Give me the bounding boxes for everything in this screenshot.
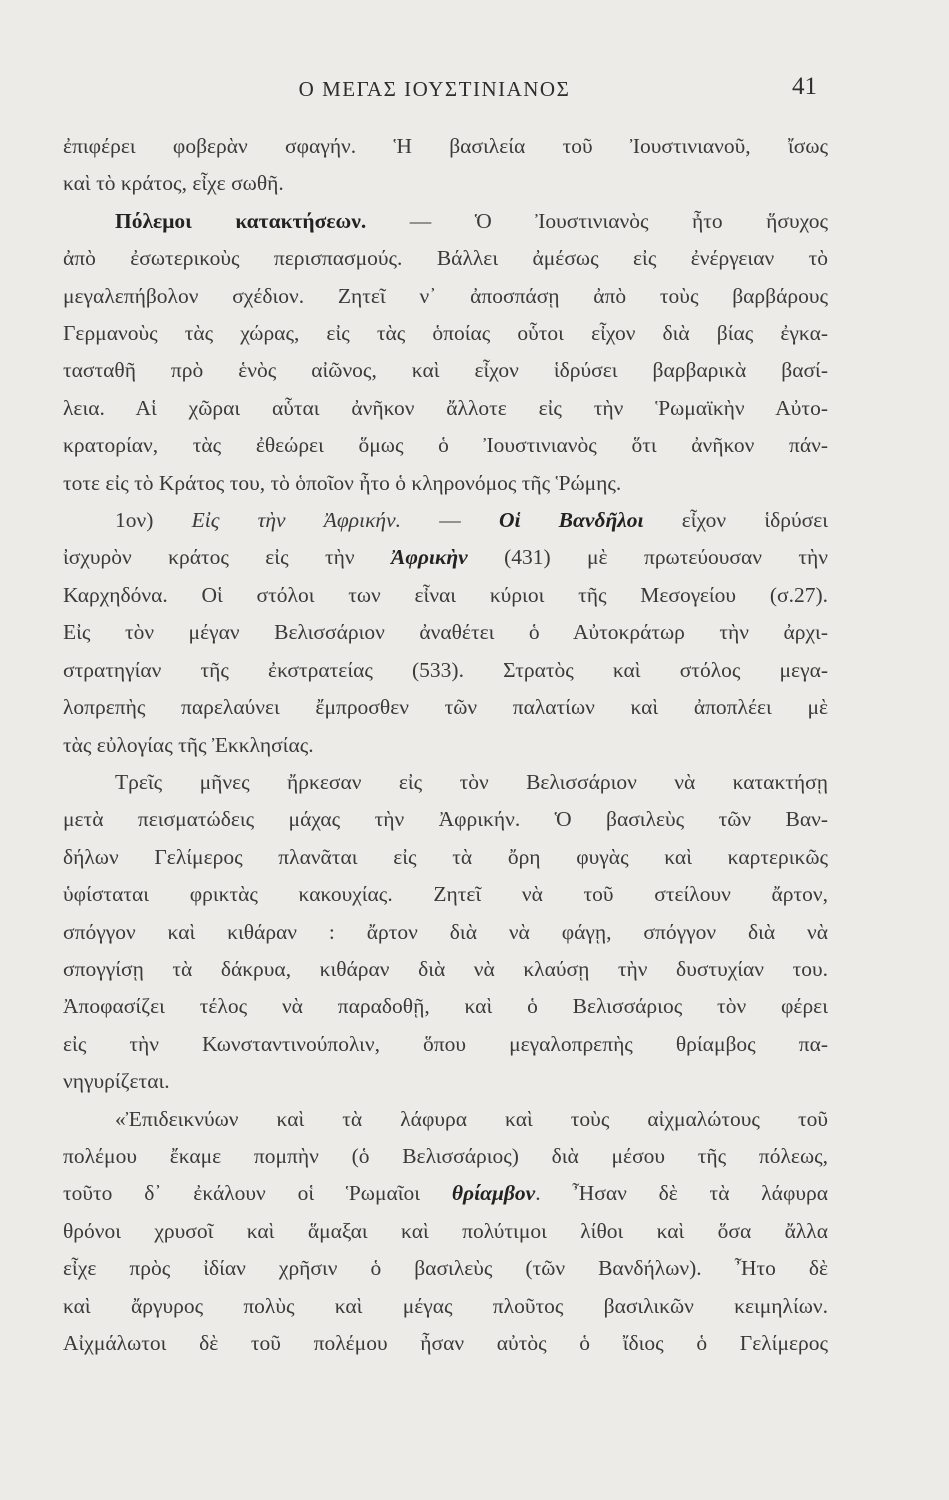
text-line: Τρεῖς μῆνες ἤρκεσαν εἰς τὸν Βελισσάριον νὰ κατακτήσῃ <box>115 769 828 794</box>
subsection-number: 1ον) <box>115 508 192 533</box>
text-line: καὶ ἄργυρος πολὺς καὶ μέγας πλοῦτος βασιλικῶν κειμηλίων. <box>63 1293 828 1318</box>
subsection-heading: Εἰς τὴν Ἀφρικήν. <box>191 508 402 533</box>
text-line: εἶχε πρὸς ἰδίαν χρῆσιν ὁ βασιλεὺς (τῶν Βανδήλων). Ἦτο δὲ <box>63 1256 828 1281</box>
text-line: Εἰς τὸν μέγαν Βελισσάριον ἀναθέτει ὁ Αὐτοκράτωρ τὴν ἀρχι- <box>63 620 828 645</box>
page-header <box>52 73 817 107</box>
text-line: κρατορίαν, τὰς ἐθεώρει ὅμως ὁ Ἰουστινιανὸς ὅτι ἀνῆκον πάν- <box>63 433 828 458</box>
text-line: σπόγγον καὶ κιθάραν : ἄρτον διὰ νὰ φάγῃ, σπόγγον διὰ νὰ <box>63 919 828 944</box>
text-line <box>63 539 828 576</box>
text-line: Καρχηδόνα. Οἱ στόλοι των εἶναι κύριοι τῆς Μεσογείου (σ.27). <box>63 582 828 607</box>
text-line: λεια. Αἱ χῶραι αὗται ἀνῆκον ἄλλοτε εἰς τὴν Ῥωμαϊκὴν Αὐτο- <box>63 395 828 420</box>
text-line: καὶ τὸ κράτος, εἶχε σωθῆ. <box>63 171 284 196</box>
text-line: δήλων Γελίμερος πλανᾶται εἰς τὰ ὄρη φυγὰς καὶ καρτερικῶς <box>63 844 828 869</box>
text-line: τοτε εἰς τὸ Κράτος του, τὸ ὁποῖον ἦτο ὁ κληρονόμος τῆς Ῥώμης. <box>63 470 622 495</box>
body-text <box>63 128 828 1362</box>
text-fragment: . Ἦσαν δὲ τὰ λάφυρα <box>535 1181 828 1206</box>
text-line: μετὰ πεισματώδεις μάχας τὴν Ἀφρικήν. Ὁ βασιλεὺς τῶν Βαν- <box>63 807 828 832</box>
page-number: 41 <box>792 73 817 100</box>
text-line <box>63 502 828 539</box>
text-fragment: — <box>401 508 499 533</box>
text-line <box>63 1175 828 1212</box>
emphasis-text: Ἀφρικὴν <box>390 545 468 570</box>
text-fragment: τοῦτο δ᾽ ἐκάλουν οἱ Ῥωμαῖοι <box>63 1181 452 1206</box>
text-fragment: (431) μὲ πρωτεύουσαν τὴν <box>467 545 828 570</box>
text-fragment: — Ὁ Ἰουστινιανὸς ἦτο ἥσυχος <box>366 208 828 233</box>
text-line: ὑφίσταται φρικτὰς κακουχίας. Ζητεῖ νὰ τοῦ στείλουν ἄρτον, <box>63 882 828 907</box>
text-line: νηγυρίζεται. <box>63 1069 170 1094</box>
text-line: στρατηγίαν τῆς ἐκστρατείας (533). Στρατὸς καὶ στόλος μεγα- <box>63 657 828 682</box>
text-line: τασταθῆ πρὸ ἑνὸς αἰῶνος, καὶ εἶχον ἱδρύσει βαρβαρικὰ βασί- <box>63 358 828 383</box>
text-line: «Ἐπιδεικνύων καὶ τὰ λάφυρα καὶ τοὺς αἰχμαλώτους τοῦ <box>115 1106 828 1131</box>
text-line: λοπρεπὴς παρελαύνει ἔμπροσθεν τῶν παλατίων καὶ ἀποπλέει μὲ <box>63 695 828 720</box>
text-line: Ἀποφασίζει τέλος νὰ παραδοθῇ, καὶ ὁ Βελισσάριος τὸν φέρει <box>63 994 828 1019</box>
text-line: τὰς εὐλογίας τῆς Ἐκκλησίας. <box>63 732 314 757</box>
text-line: Αἰχμάλωτοι δὲ τοῦ πολέμου ἦσαν αὐτὸς ὁ ἴδιος ὁ Γελίμερος <box>63 1331 828 1355</box>
running-title: Ο ΜΕΓΑΣ ΙΟΥΣΤΙΝΙΑΝΟΣ <box>298 77 571 101</box>
text-line: θρόνοι χρυσοῖ καὶ ἅμαξαι καὶ πολύτιμοι λίθοι καὶ ὅσα ἄλλα <box>63 1218 828 1243</box>
text-line: σπογγίσῃ τὰ δάκρυα, κιθάραν διὰ νὰ κλαύσῃ τὴν δυστυχίαν του. <box>63 956 828 981</box>
text-line: Γερμανοὺς τὰς χώρας, εἰς τὰς ὁποίας οὗτοι εἶχον διὰ βίας ἐγκα- <box>63 321 828 346</box>
text-fragment: εἶχον ἱδρύσει <box>643 508 829 533</box>
text-line: ἀπὸ ἐσωτερικοὺς περισπασμούς. Βάλλει ἀμέσως εἰς ἐνέργειαν τὸ <box>63 246 828 271</box>
text-fragment: ἰσχυρὸν κράτος εἰς τὴν <box>63 545 391 570</box>
emphasis-text: θρίαμβον <box>451 1181 536 1206</box>
text-line: μεγαλεπήβολον σχέδιον. Ζητεῖ ν᾽ ἀποσπάσῃ ἀπὸ τοὺς βαρβάρους <box>63 283 828 308</box>
text-line <box>63 203 828 240</box>
text-line: εἰς τὴν Κωνσταντινούπολιν, ὅπου μεγαλοπρεπὴς θρίαμβος πα- <box>63 1031 828 1056</box>
emphasis-text: Οἱ Βανδῆλοι <box>498 508 644 533</box>
text-line: ἐπιφέρει φοβερὰν σφαγήν. Ἡ βασιλεία τοῦ Ἰουστινιανοῦ, ἴσως <box>63 134 828 158</box>
text-line: πολέμου ἔκαμε πομπὴν (ὁ Βελισσάριος) διὰ μέσου τῆς πόλεως, <box>63 1143 828 1168</box>
section-heading: Πόλεμοι κατακτήσεων. <box>115 208 367 233</box>
